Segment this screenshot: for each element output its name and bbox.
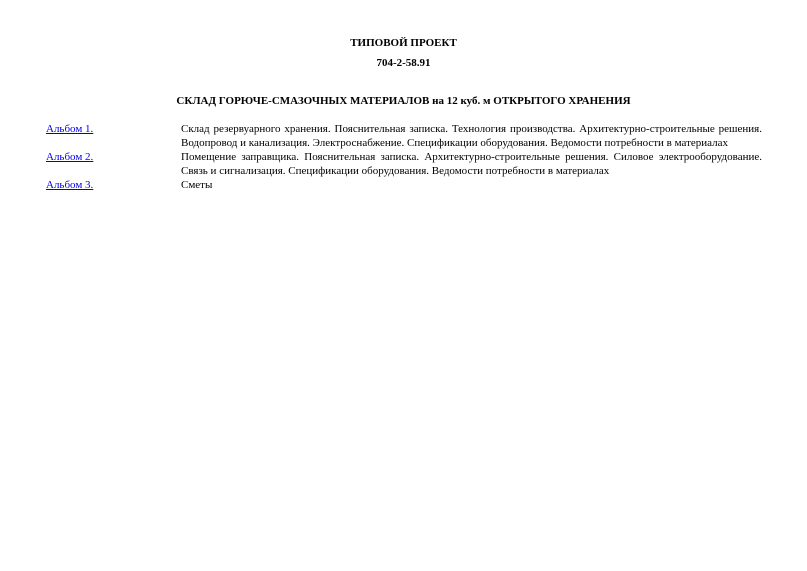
album-row-1 <box>46 122 762 150</box>
album-3-description: Сметы <box>181 179 213 191</box>
album-3-link[interactable]: Альбом 3. <box>46 179 94 191</box>
album-row-2 <box>46 150 762 178</box>
project-number: 704-2-58.91 <box>376 57 431 69</box>
album-1-description: Склад резервуарного хранения. Пояснительная записка. Технология производства. Архитектурно-строительные решения. Водопровод и канализация. Электроснабжение. Спецификации оборудования. Ведомости потребности в материалах <box>181 123 762 149</box>
project-heading: СКЛАД ГОРЮЧЕ-СМАЗОЧНЫХ МАТЕРИАЛОВ на 12 куб. м ОТКРЫТОГО ХРАНЕНИЯ <box>176 95 631 107</box>
album-1-link[interactable]: Альбом 1. <box>46 123 94 135</box>
album-2-description: Помещение заправщика. Пояснительная записка. Архитектурно-строительные решения. Силовое электрооборудование. Связь и сигнализация. Спецификации оборудования. Ведомости потребности в материалах <box>181 151 762 177</box>
album-row-3 <box>46 178 762 192</box>
album-list <box>46 122 762 192</box>
document-title: ТИПОВОЙ ПРОЕКТ <box>350 37 457 49</box>
album-2-link[interactable]: Альбом 2. <box>46 151 94 163</box>
